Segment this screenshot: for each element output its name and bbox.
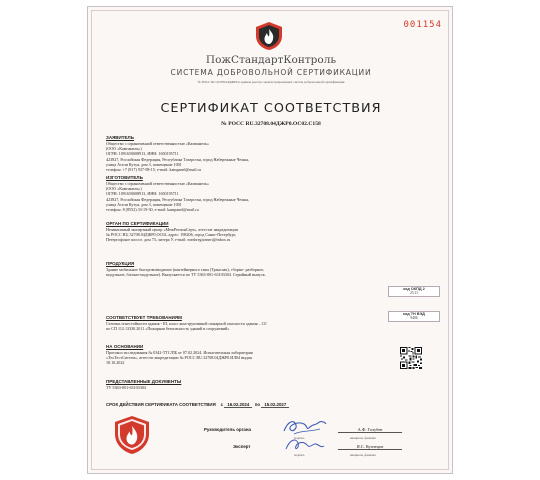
certification-body-title: ОРГАН ПО СЕРТИФИКАЦИИ	[106, 221, 169, 226]
expert-sign-caption: подпись	[294, 453, 305, 457]
product-line: модульное, блочно-модульное). Выпускается по ТУ 5363-001-63103304. Серийный выпуск.	[106, 272, 266, 278]
documents-title: ПРЕДСТАВЛЕННЫЕ ДОКУМЕНТЫ	[106, 379, 182, 384]
manufacturer-line: Общество с ограниченной ответственностью «Кампанель»	[106, 181, 209, 186]
manufacturer-line: (ООО «Кампанель»)	[106, 186, 142, 192]
manufacturer-line: телефон: 8 (8552) 33-19-30, e-mail: kampanel@mail.ru	[106, 207, 199, 213]
qr-code-icon	[400, 347, 422, 369]
registry-line: № РОСС RU.32708.04ДЖР0 в едином реестре зарегистрированных систем добровольной сертификации	[197, 80, 345, 84]
expert-label: Эксперт	[233, 444, 251, 449]
documents-section	[106, 379, 380, 390]
manufacturer-line: ОГРН: 1091650008913, ИНН: 1650195711	[106, 191, 179, 197]
requirements-line: по СП 112.13330.2011 «Пожарная безопасность зданий и сооружений»	[106, 326, 230, 332]
validity-label: СРОК ДЕЙСТВИЯ СЕРТИФИКАТА СООТВЕТСТВИЯ	[106, 402, 216, 407]
applicant-line: телефон: +7 (917) 937-98-15, e-mail: kampanel@mail.ru	[106, 167, 201, 173]
validity-to-word: по	[254, 402, 261, 407]
manufacturer-section	[106, 175, 380, 212]
certificate-number: № РОСС RU.32708.04ДЖР0.ОС02.С158	[221, 121, 321, 127]
basis-line: 18.10.2022	[106, 360, 125, 366]
certification-body-line: Независимый экспертный центр «МежРегионСерт», аттестат аккредитации	[106, 227, 238, 232]
expert-name-caption: инициалы, фамилия	[350, 453, 376, 457]
brand-name: ПожСтандартКонтроль	[205, 54, 337, 66]
applicant-line: Общество с ограниченной ответственностью «Кампанель»	[106, 141, 209, 146]
tnved-value: 9406	[410, 316, 418, 321]
okpd-label: код ОКПД 2	[403, 287, 425, 291]
basis-section	[106, 344, 380, 366]
documents-line: ТУ 5363-001-63103304	[106, 385, 146, 390]
manufacturer-title: ИЗГОТОВИТЕЛЬ	[106, 175, 143, 180]
validity-to-date: 15.02.2027	[261, 402, 289, 408]
product-line: Здание мобильное быстровозводимое (контейнерного типа (Транслак), сборно- разборное,	[106, 267, 265, 272]
validity-from-date: 16.02.2024	[224, 402, 252, 408]
applicant-line: улица Асели Кутуя, дом 3, помещение 1001	[106, 161, 182, 167]
basis-line: Протокол исследования № 0342-ТТС/ПБ от 07.02.2024. Испытательная лаборатория	[106, 350, 253, 355]
fire-shield-icon	[254, 21, 284, 51]
basis-line: «ТехТестСистем», аттестат аккредитации № РОСС RU.32708.04ДЖР0.ИЛ04 выдан	[106, 355, 252, 361]
okpd-value: 25.11	[410, 291, 418, 296]
applicant-line: ОГРН: 1091650008913, ИНН: 1650195711	[106, 151, 179, 157]
expert-name: Я.С. Кузнецов	[338, 444, 402, 450]
head-sign-caption: подпись	[294, 436, 305, 440]
product-title: ПРОДУКЦИЯ	[106, 261, 135, 266]
product-section	[106, 261, 380, 277]
certificate	[87, 6, 453, 474]
certificate-title: СЕРТИФИКАТ СООТВЕТСТВИЯ	[160, 101, 382, 116]
serial-number: 001154	[403, 20, 442, 30]
applicant-line: (ООО «Кампанель»)	[106, 146, 142, 152]
manufacturer-line: 423827, Российская Федерация, Республика Татарстан, город Набережные Челны,	[106, 196, 250, 202]
certification-body-line: Петергофское шоссе, дом 73, литера У, e-mail: mezhregionsert@inbox.ru	[106, 237, 231, 243]
certification-body-section	[106, 221, 380, 243]
applicant-line: 423827, Российская Федерация, Республика Татарстан, город Набережные Челны,	[106, 156, 250, 162]
system-name: СИСТЕМА ДОБРОВОЛЬНОЙ СЕРТИФИКАЦИИ	[170, 68, 372, 77]
validity-term	[106, 402, 289, 408]
head-signature	[280, 415, 330, 437]
fire-shield-icon	[114, 415, 150, 455]
head-name-caption: инициалы, фамилия	[350, 436, 376, 440]
basis-title: НА ОСНОВАНИИ	[106, 344, 144, 349]
head-label: Руководитель органа	[204, 427, 251, 432]
expert-signature	[280, 435, 330, 455]
tnved-label: код ТН ВЭД	[403, 312, 425, 316]
applicant-section	[106, 135, 380, 172]
validity-from-word: с	[220, 402, 224, 407]
requirements-section	[106, 315, 380, 331]
requirements-line: Степень огнестойкости здания - III, класс конструктивной пожарной опасности здания – С0	[106, 321, 267, 326]
applicant-title: ЗАЯВИТЕЛЬ	[106, 135, 134, 140]
certification-body-line: № РОСС RU.32708.04ДЖР0.ОС02, адрес: 198206, город Санкт-Петербург,	[106, 232, 236, 238]
tnved-code-box	[388, 311, 440, 322]
okpd-code-box	[388, 286, 440, 297]
requirements-title: СООТВЕТСТВУЕТ ТРЕБОВАНИЯМ	[106, 315, 182, 320]
manufacturer-line: улица Асели Кутуя, дом 3, помещение 1001	[106, 201, 182, 207]
head-name: А.Ф. Голубев	[338, 427, 402, 433]
